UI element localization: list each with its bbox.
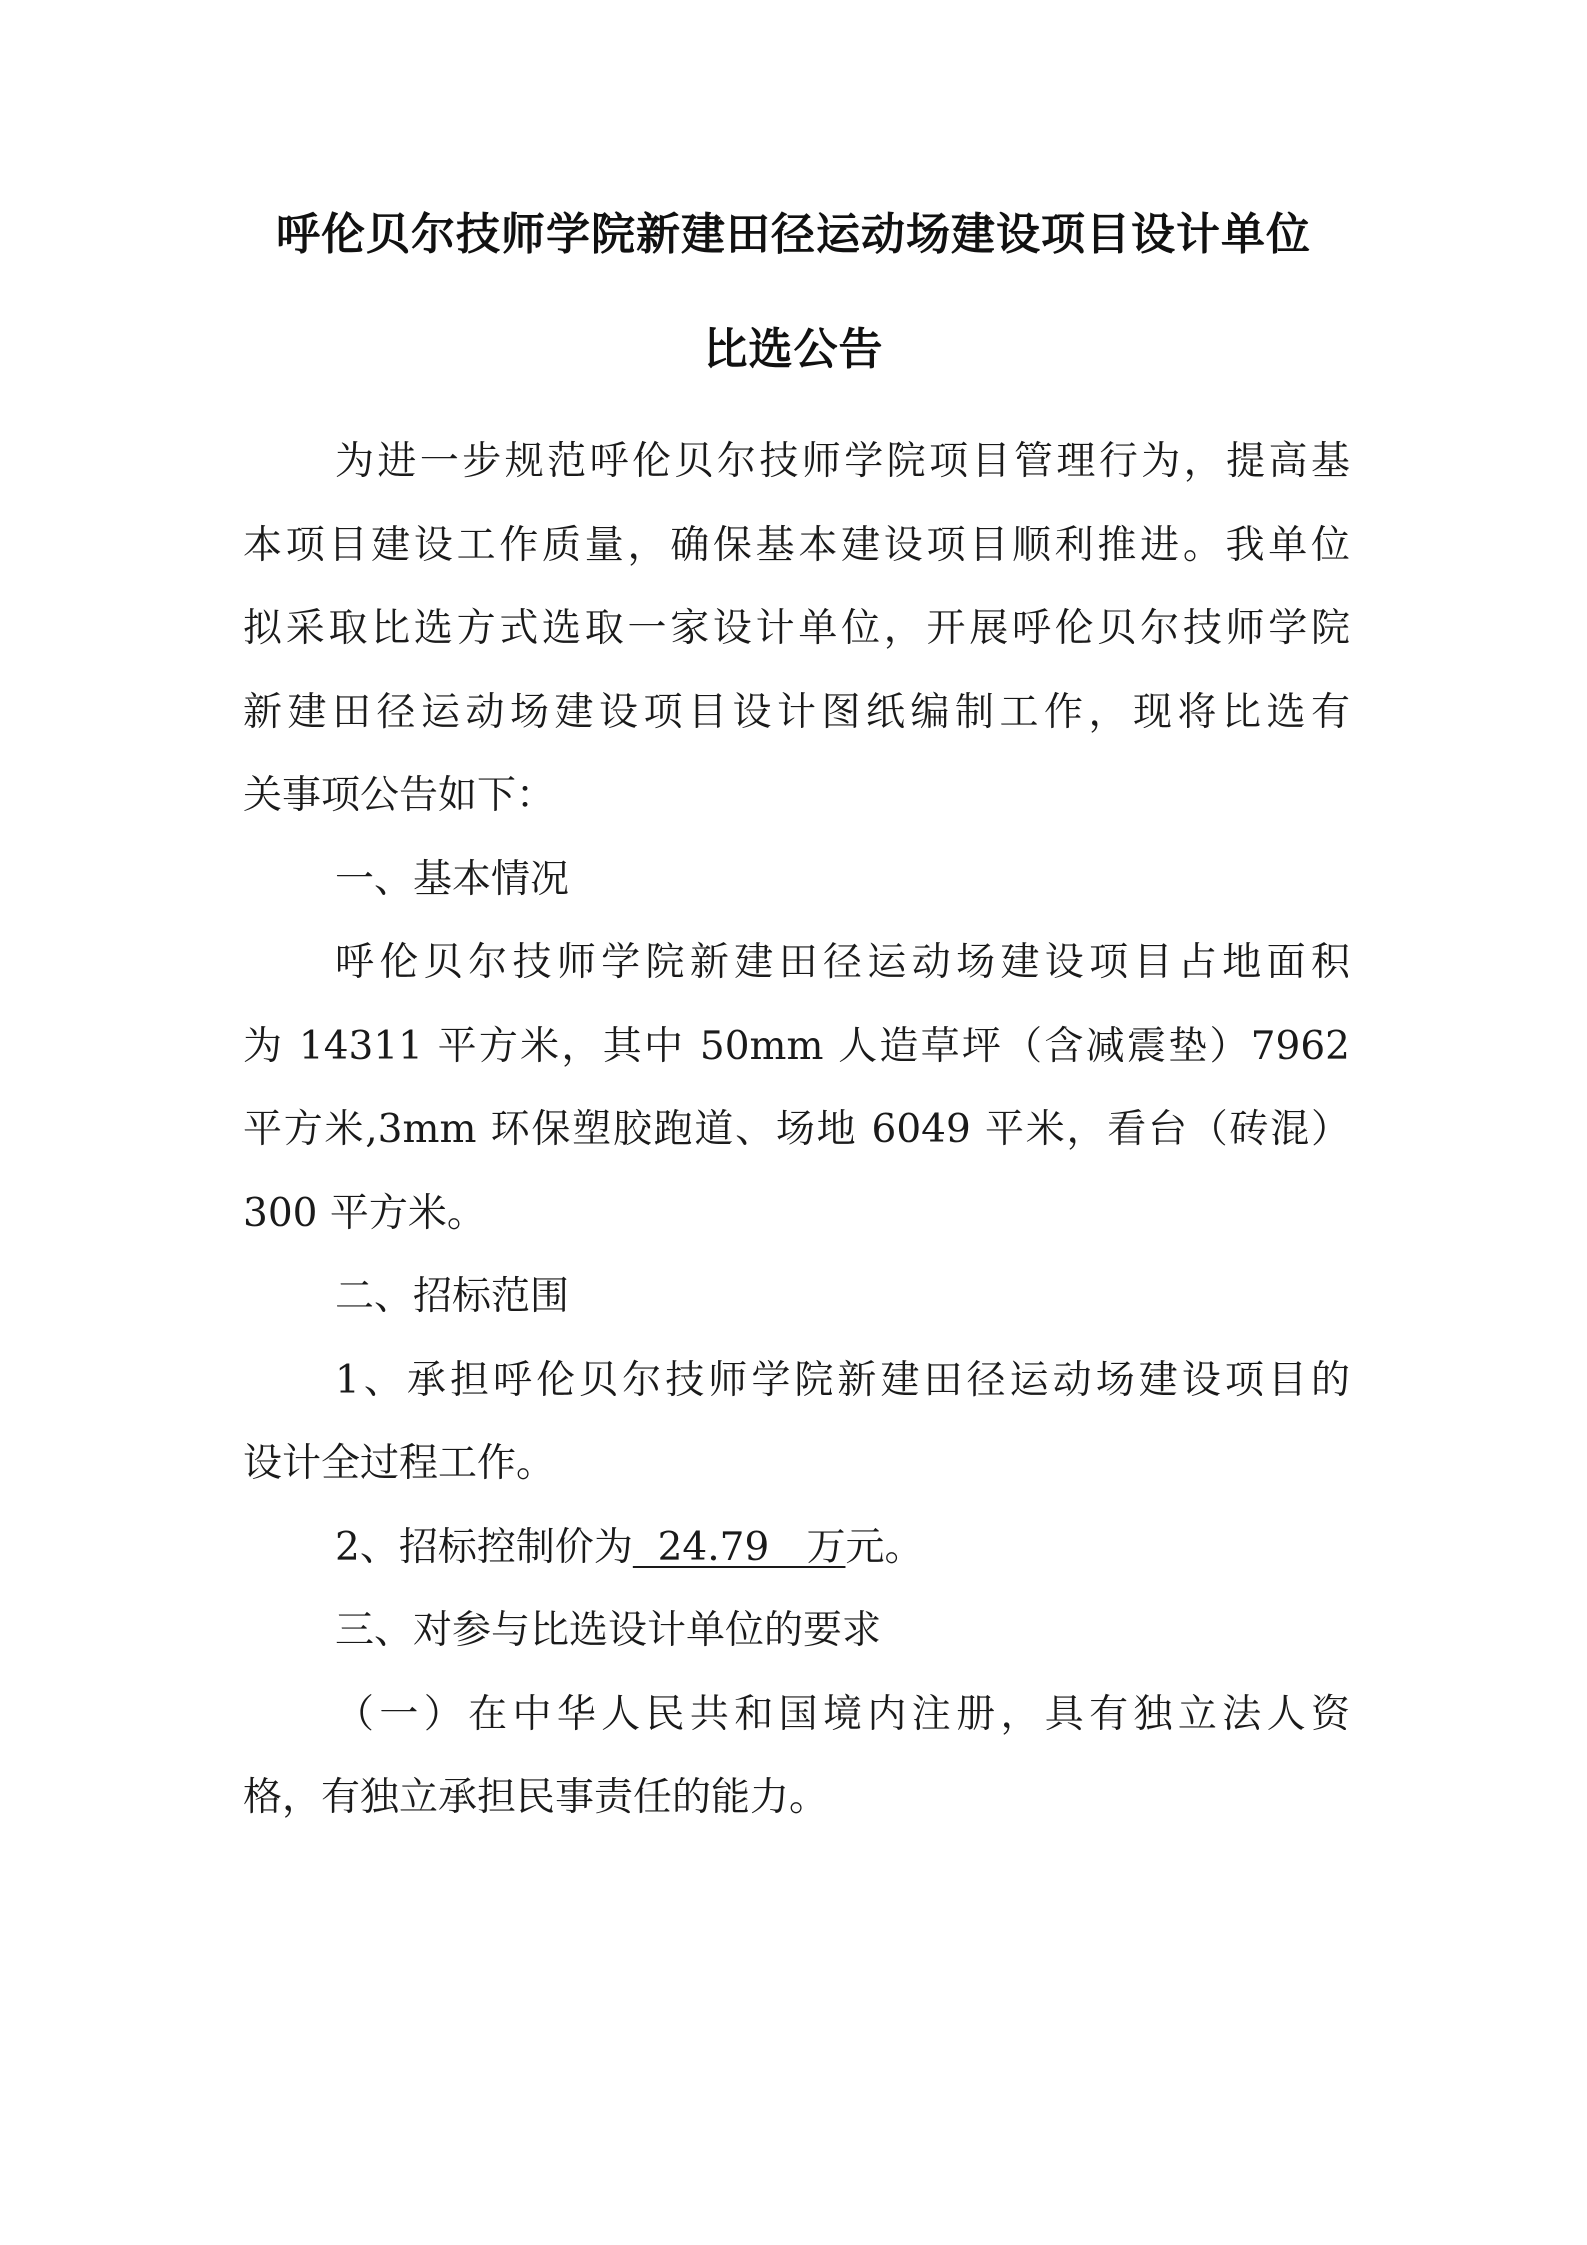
document-body <box>243 420 1350 1840</box>
control-price-value: 24.79 万 <box>632 1524 846 1570</box>
intro-line: 本项目建设工作质量，确保基本建设项目顺利推进。我单位 <box>243 522 1350 568</box>
intro-line: 拟采取比选方式选取一家设计单位，开展呼伦贝尔技师学院 <box>243 606 1350 651</box>
section-3-item-1-line: 格，有独立承担民事责任的能力。 <box>243 1775 829 1820</box>
section-2-item-1-line: 1、承担呼伦贝尔技师学院新建田径运动场建设项目的 <box>335 1357 1350 1403</box>
section-1-line: 呼伦贝尔技师学院新建田径运动场建设项目占地面积 <box>335 940 1350 985</box>
intro-paragraph <box>243 420 1350 838</box>
section-2 <box>243 1255 1350 1589</box>
section-2-heading: 二、招标范围 <box>335 1274 570 1319</box>
section-2-item-2 <box>243 1506 1350 1590</box>
section-1-line: 300 平方米。 <box>243 1190 486 1236</box>
document-title-line-2: 比选公告 <box>703 324 884 375</box>
section-1-line: 为 14311 平方米，其中 50mm 人造草坪（含减震垫）7962 <box>243 1023 1350 1069</box>
section-3-heading: 三、对参与比选设计单位的要求 <box>335 1608 882 1653</box>
item-2-prefix: 2、招标控制价为 <box>335 1524 633 1570</box>
intro-line: 新建田径运动场建设项目设计图纸编制工作，现将比选有 <box>243 689 1350 735</box>
section-2-item-1-line: 设计全过程工作。 <box>243 1441 556 1486</box>
section-1 <box>243 838 1350 1256</box>
section-3-item-1-line: （一）在中华人民共和国境内注册，具有独立法人资 <box>335 1691 1350 1737</box>
item-2-suffix: 元。 <box>845 1524 924 1570</box>
document-title-line-1: 呼伦贝尔技师学院新建田径运动场建设项目设计单位 <box>276 209 1311 260</box>
intro-line: 关事项公告如下： <box>243 773 556 818</box>
intro-line: 为进一步规范呼伦贝尔技师学院项目管理行为，提高基 <box>335 439 1350 484</box>
section-3 <box>243 1589 1350 1840</box>
section-1-line: 平方米,3mm 环保塑胶跑道、场地 6049 平米，看台（砖混） <box>243 1107 1350 1152</box>
section-1-heading: 一、基本情况 <box>335 856 570 902</box>
